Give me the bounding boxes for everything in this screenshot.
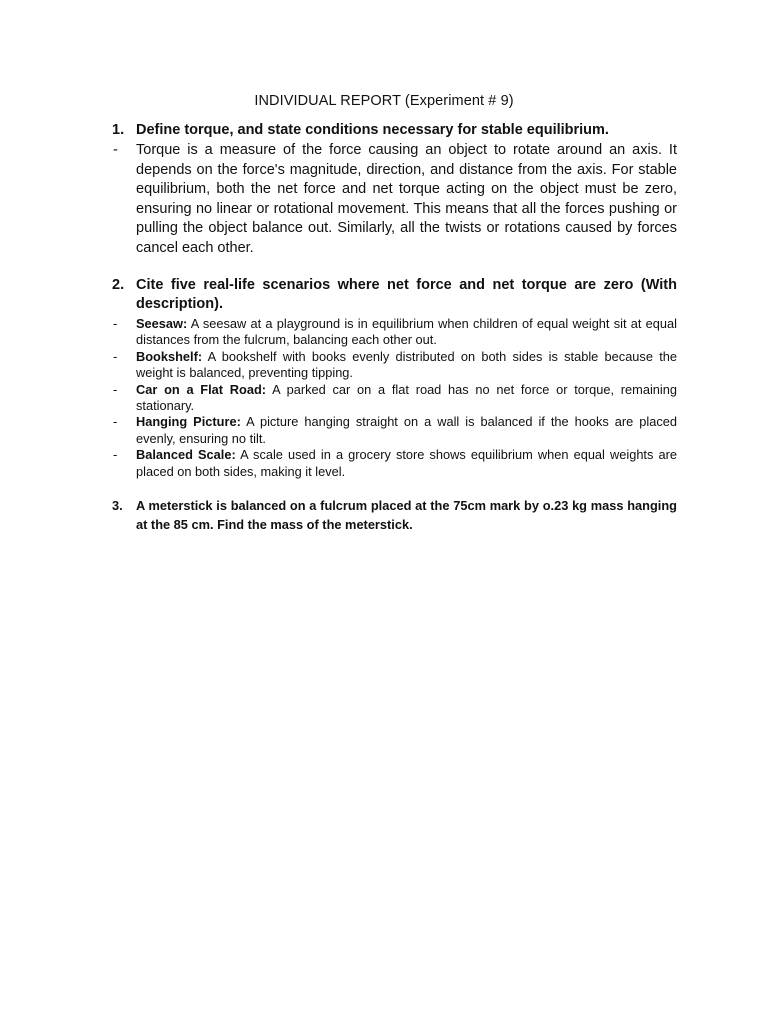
list-dash: -	[113, 348, 118, 364]
question-1-text: Define torque, and state conditions necessary for stable equilibrium.	[136, 122, 609, 138]
scenario-term: Car on a Flat Road:	[136, 381, 267, 397]
list-dash: -	[113, 381, 118, 397]
question-1-number: 1.	[112, 122, 125, 138]
question-2-number: 2.	[112, 277, 125, 293]
scenario-term: Hanging Picture:	[136, 414, 241, 430]
question-1-heading	[112, 121, 677, 140]
answer-dash: -	[113, 142, 118, 158]
list-item	[112, 382, 677, 415]
scenario-description: A bookshelf with books evenly distributed on both sides is stable because the weight is balanced, preventing tipping.	[136, 348, 677, 381]
scenario-description: A seesaw at a playground is in equilibrium when children of equal weight sit at equal distances from the fulcrum, balancing each other out.	[136, 316, 677, 348]
question-1	[112, 121, 677, 259]
scenario-term: Balanced Scale:	[136, 447, 236, 463]
scenario-list	[112, 316, 677, 480]
list-dash: -	[113, 447, 118, 463]
document-title: INDIVIDUAL REPORT (Experiment # 9)	[254, 93, 514, 109]
list-item	[112, 447, 677, 480]
list-item	[112, 349, 677, 382]
list-dash: -	[113, 414, 118, 430]
question-2-text: Cite five real-life scenarios where net force and net torque are zero (With description).	[136, 277, 677, 312]
scenario-term: Bookshelf:	[136, 348, 203, 364]
list-item	[112, 316, 677, 349]
scenario-term: Seesaw:	[136, 316, 188, 331]
question-3-text: A meterstick is balanced on a fulcrum placed at the 75cm mark by o.23 kg mass hanging at the 85 cm. Find the mass of the meterstick.	[136, 498, 677, 532]
scenario-description: A picture hanging straight on a wall is balanced if the hooks are placed evenly, ensuring no tilt.	[136, 414, 677, 446]
question-1-answer-text: Torque is a measure of the force causing an object to rotate around an axis. It depends on the force's magnitude, direction, and distance from the axis. For stable equilibrium, both the net force and net torque acting on the object must be zero, ensuring no linear or rotational movement. This means that all the forces pushing or pulling the object balance out. Similarly, all the twists or rotations caused by forces cancel each other.	[136, 142, 677, 256]
list-item	[112, 414, 677, 447]
scenario-description: A parked car on a flat road has no net force or torque, remaining stationary.	[136, 381, 677, 414]
list-dash: -	[113, 316, 118, 331]
question-3-heading	[112, 497, 677, 534]
question-3-number: 3.	[112, 498, 123, 513]
question-2-heading	[112, 276, 677, 314]
scenario-description: A scale used in a grocery store shows equilibrium when equal weights are placed on both sides, making it level.	[136, 447, 677, 479]
question-1-answer	[112, 141, 677, 259]
question-3	[112, 497, 677, 534]
question-2	[112, 276, 677, 480]
